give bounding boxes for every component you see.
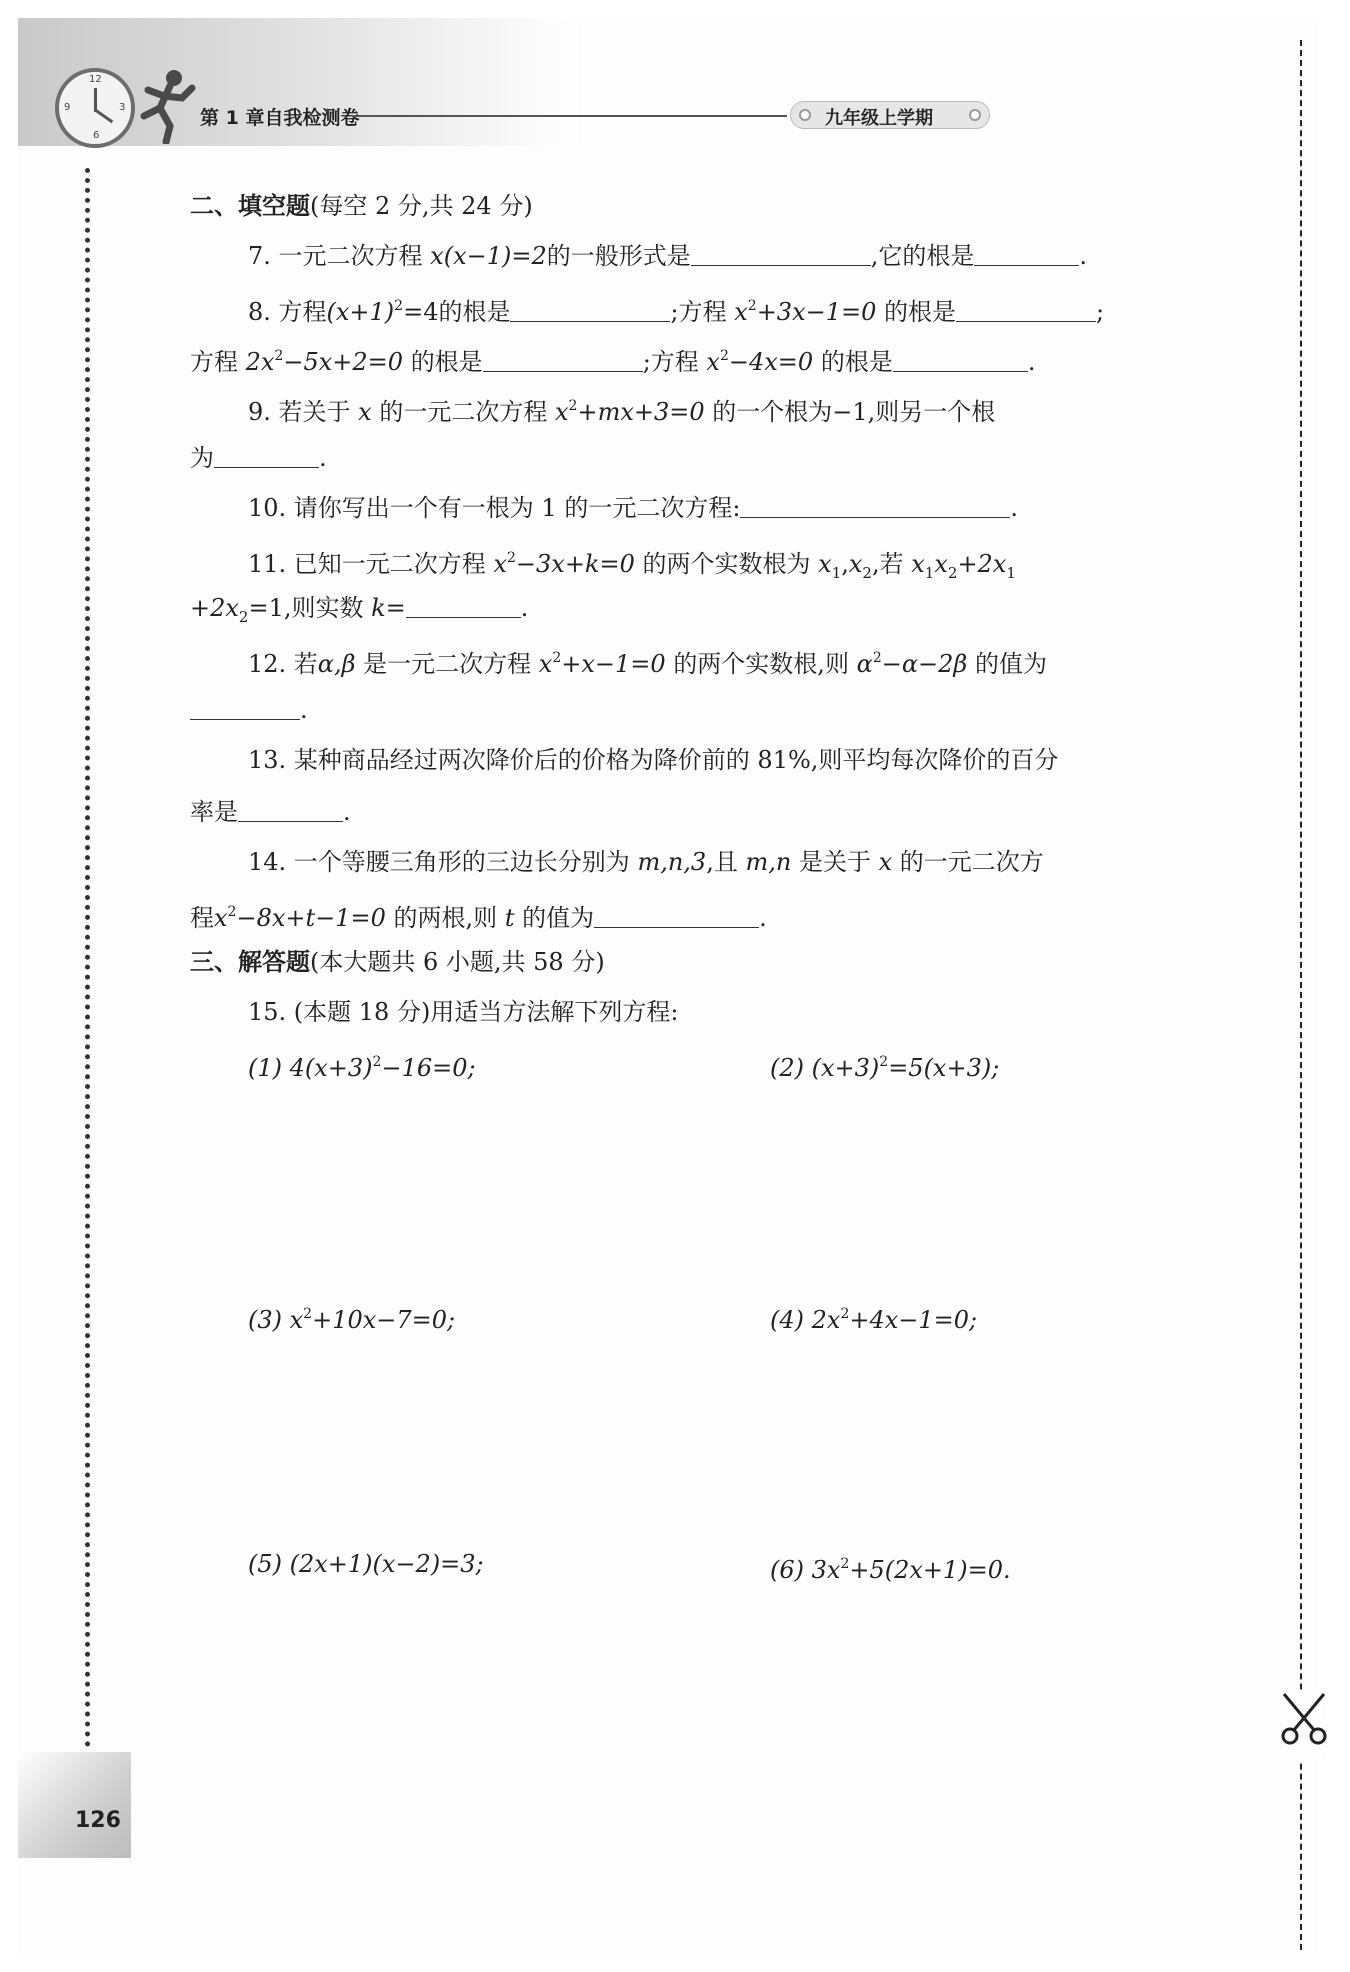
q8-equation: −4x=0 bbox=[728, 348, 814, 376]
page-corner-tab bbox=[18, 1752, 131, 1858]
q8-equation: x bbox=[734, 298, 748, 326]
question-8-continued bbox=[190, 340, 1035, 378]
q8-blank-3[interactable] bbox=[483, 349, 643, 372]
q15-equation: (5) (2x+1)(x−2)=3; bbox=[248, 1550, 484, 1578]
q9-equation: x bbox=[555, 398, 569, 426]
section-title: 三、解答题 bbox=[190, 947, 310, 976]
q12-blank[interactable] bbox=[190, 697, 300, 720]
q14-text: 程 bbox=[190, 904, 214, 932]
q12-end: . bbox=[300, 696, 308, 724]
q15-exponent: 2 bbox=[303, 1306, 313, 1322]
q11-text: ,若 bbox=[871, 550, 904, 578]
badge-dot bbox=[969, 109, 981, 121]
q15-part-2 bbox=[770, 1046, 999, 1084]
q14-text: 14. 一个等腰三角形的三边长分别为 bbox=[248, 848, 630, 876]
q15-exponent: 2 bbox=[879, 1054, 889, 1070]
q14-variable: x bbox=[878, 848, 893, 876]
q11-subscript: 2 bbox=[862, 564, 872, 582]
q8-text: 的根是 bbox=[820, 348, 893, 376]
clock-number: 6 bbox=[93, 130, 100, 141]
question-12 bbox=[248, 642, 1047, 680]
q14-equation: −8x+t−1=0 bbox=[236, 904, 386, 932]
q11-subscript: 1 bbox=[831, 564, 842, 582]
q8-equation: +3x−1=0 bbox=[756, 298, 877, 326]
section-note: (每空 2 分,共 24 分) bbox=[310, 192, 533, 220]
q15-part-1 bbox=[248, 1046, 476, 1084]
q9-text: 的一元二次方程 bbox=[379, 398, 548, 426]
q8-text: ;方程 bbox=[642, 348, 699, 376]
q14-t: t bbox=[504, 904, 515, 932]
q9-text: 9. 若关于 bbox=[248, 398, 351, 426]
clock-icon bbox=[55, 68, 135, 148]
q11-subscript: 1 bbox=[924, 564, 935, 582]
section-note: (本大题共 6 小题,共 58 分) bbox=[310, 948, 605, 976]
q8-text: 的根是 bbox=[410, 348, 483, 376]
q8-text: 的根是 bbox=[438, 298, 511, 326]
clock-number: 12 bbox=[89, 74, 102, 85]
q14-end: . bbox=[759, 904, 767, 932]
q8-text: 方程 bbox=[190, 348, 238, 376]
question-9-continued bbox=[190, 442, 327, 474]
q8-equation: x bbox=[706, 348, 720, 376]
q12-roots: α,β bbox=[317, 650, 356, 678]
q15-part-3 bbox=[248, 1298, 455, 1336]
q15-equation: (2) (x+3) bbox=[770, 1054, 880, 1082]
q13-blank[interactable] bbox=[238, 799, 343, 822]
q12-equation: +x−1=0 bbox=[561, 650, 666, 678]
grade-label: 九年级上学期 bbox=[825, 108, 933, 129]
q12-text: 的两个实数根,则 bbox=[673, 650, 849, 678]
q8-text: 8. 方程 bbox=[248, 298, 327, 326]
q13-text: 13. 某种商品经过两次降价后的价格为降价前的 81%,则平均每次降价的百分 bbox=[248, 746, 1059, 774]
q8-text: ;方程 bbox=[670, 298, 727, 326]
badge-dot bbox=[799, 109, 811, 121]
q12-exponent: 2 bbox=[872, 650, 882, 666]
q11-text: =1,则实数 bbox=[248, 594, 364, 622]
q8-semicolon: ; bbox=[1096, 298, 1105, 326]
q14-text: 的两根,则 bbox=[393, 904, 498, 932]
q10-end: . bbox=[1010, 494, 1019, 522]
q11-subscript: 2 bbox=[947, 564, 958, 582]
q11-end: . bbox=[520, 594, 529, 622]
q15-equation: (3) x bbox=[248, 1306, 304, 1334]
clock-number: 3 bbox=[119, 102, 126, 113]
runner-icon bbox=[130, 68, 200, 144]
q9-variable: x bbox=[358, 398, 372, 426]
q7-equation: x(x−1)=2 bbox=[430, 242, 547, 270]
q14-blank[interactable] bbox=[594, 905, 759, 928]
question-12-continued bbox=[190, 694, 308, 726]
q8-blank-4[interactable] bbox=[893, 349, 1028, 372]
q12-exponent: 2 bbox=[552, 650, 562, 666]
q11-k: k bbox=[371, 594, 386, 622]
question-8 bbox=[248, 290, 1104, 328]
clock-hand bbox=[95, 109, 113, 123]
q14-text: 是关于 bbox=[798, 848, 871, 876]
q11-root: x bbox=[848, 550, 863, 578]
q15-equation: (1) 4(x+3) bbox=[248, 1054, 373, 1082]
q14-equation: x bbox=[214, 904, 228, 932]
q8-end: . bbox=[1027, 348, 1036, 376]
q11-equation: −3x+k=0 bbox=[515, 550, 635, 578]
question-10 bbox=[248, 492, 1018, 524]
q12-text: 12. 若 bbox=[248, 650, 318, 678]
q15-equation: =5(x+3); bbox=[888, 1054, 1000, 1082]
q14-sides: m,n,3 bbox=[637, 848, 707, 876]
q15-part-5 bbox=[248, 1548, 484, 1580]
q15-exponent: 2 bbox=[840, 1556, 850, 1572]
q11-text: 11. 已知一元二次方程 bbox=[248, 550, 486, 578]
question-13-continued bbox=[190, 796, 351, 828]
q11-subscript: 2 bbox=[238, 608, 249, 626]
q15-equation: +5(2x+1)=0. bbox=[849, 1556, 1011, 1584]
cut-dashed-line bbox=[1300, 40, 1302, 1950]
clock-number: 9 bbox=[64, 102, 71, 113]
q7-text: 的一般形式是 bbox=[546, 242, 691, 270]
q11-comma: , bbox=[841, 550, 849, 578]
chapter-title: 第 1 章自我检测卷 bbox=[200, 107, 360, 129]
q8-blank-2[interactable] bbox=[956, 299, 1096, 322]
q9-text: 的一个根为−1,则另一个根 bbox=[712, 398, 996, 426]
q11-term: x bbox=[911, 550, 925, 578]
question-14-continued bbox=[190, 896, 767, 934]
q14-exponent: 2 bbox=[227, 904, 237, 920]
q15-part-6 bbox=[770, 1548, 1011, 1586]
q11-blank[interactable] bbox=[406, 595, 521, 618]
q8-equation: (x+1) bbox=[326, 298, 395, 326]
question-14 bbox=[248, 846, 1044, 878]
q10-blank[interactable] bbox=[740, 495, 1010, 518]
q10-text: 10. 请你写出一个有一根为 1 的一元二次方程: bbox=[248, 494, 741, 522]
q12-expression: α bbox=[856, 650, 873, 678]
q11-term: +2x bbox=[957, 550, 1007, 578]
q15-exponent: 2 bbox=[840, 1306, 850, 1322]
q11-root: x bbox=[818, 550, 832, 578]
question-11-continued bbox=[190, 592, 528, 633]
q8-blank-1[interactable] bbox=[510, 299, 670, 322]
q15-equation: (4) 2x bbox=[770, 1306, 841, 1334]
q12-expression: −α−2β bbox=[881, 650, 968, 678]
q12-text: 的值为 bbox=[974, 650, 1047, 678]
scissors-icon bbox=[1276, 1690, 1332, 1746]
q9-blank[interactable] bbox=[214, 445, 319, 468]
q7-text: ,它的根是 bbox=[870, 242, 975, 270]
q11-equals: = bbox=[385, 594, 406, 622]
q12-text: 是一元二次方程 bbox=[363, 650, 532, 678]
section-3-heading bbox=[190, 946, 605, 978]
q9-exponent: 2 bbox=[568, 398, 578, 414]
q14-variables: m,n bbox=[745, 848, 792, 876]
q8-exponent: 2 bbox=[394, 298, 404, 314]
q8-exponent: 2 bbox=[274, 348, 284, 364]
q9-end: . bbox=[319, 444, 327, 472]
q15-exponent: 2 bbox=[372, 1054, 382, 1070]
q7-blank-2[interactable] bbox=[974, 243, 1079, 266]
grade-badge bbox=[790, 101, 990, 129]
question-7 bbox=[248, 240, 1087, 272]
q15-equation: −16=0; bbox=[381, 1054, 476, 1082]
q8-exponent: 2 bbox=[719, 348, 729, 364]
q11-text: 的两个实数根为 bbox=[642, 550, 811, 578]
q14-text: ,且 bbox=[706, 848, 738, 876]
q8-equation: −5x+2=0 bbox=[283, 348, 404, 376]
q11-equation: x bbox=[493, 550, 507, 578]
question-9 bbox=[248, 390, 995, 428]
q13-end: . bbox=[343, 798, 351, 826]
q15-equation: (6) 3x bbox=[770, 1556, 841, 1584]
q9-equation: +mx+3=0 bbox=[577, 398, 705, 426]
q11-term: +2x bbox=[190, 594, 239, 622]
section-title: 二、填空题 bbox=[190, 191, 310, 220]
question-11 bbox=[248, 542, 1016, 589]
question-15-intro: 15. (本题 18 分)用适当方法解下列方程: bbox=[248, 998, 679, 1026]
q9-text: 为 bbox=[190, 444, 214, 472]
q8-equation: =4 bbox=[403, 298, 439, 326]
header-rule bbox=[352, 115, 787, 117]
page-number: 126 bbox=[75, 1808, 121, 1833]
q12-equation: x bbox=[538, 650, 553, 678]
q14-text: 的一元二次方 bbox=[899, 848, 1044, 876]
q11-term: x bbox=[934, 550, 948, 578]
q11-exponent: 2 bbox=[506, 550, 516, 566]
q8-exponent: 2 bbox=[747, 298, 757, 314]
q7-blank-1[interactable] bbox=[691, 243, 871, 266]
q15-part-4 bbox=[770, 1298, 977, 1336]
q7-text: 7. 一元二次方程 bbox=[248, 242, 423, 270]
q7-end: . bbox=[1079, 242, 1088, 270]
q8-text: 的根是 bbox=[884, 298, 956, 326]
q14-text: 的值为 bbox=[522, 904, 595, 932]
q15-equation: +10x−7=0; bbox=[312, 1306, 456, 1334]
q8-equation: 2x bbox=[245, 348, 275, 376]
q11-subscript: 1 bbox=[1006, 564, 1016, 582]
section-2-heading bbox=[190, 190, 533, 222]
question-13 bbox=[248, 744, 1058, 776]
q15-equation: +4x−1=0; bbox=[849, 1306, 978, 1334]
q13-text: 率是 bbox=[190, 798, 238, 826]
binding-dotted-line bbox=[85, 168, 90, 1748]
